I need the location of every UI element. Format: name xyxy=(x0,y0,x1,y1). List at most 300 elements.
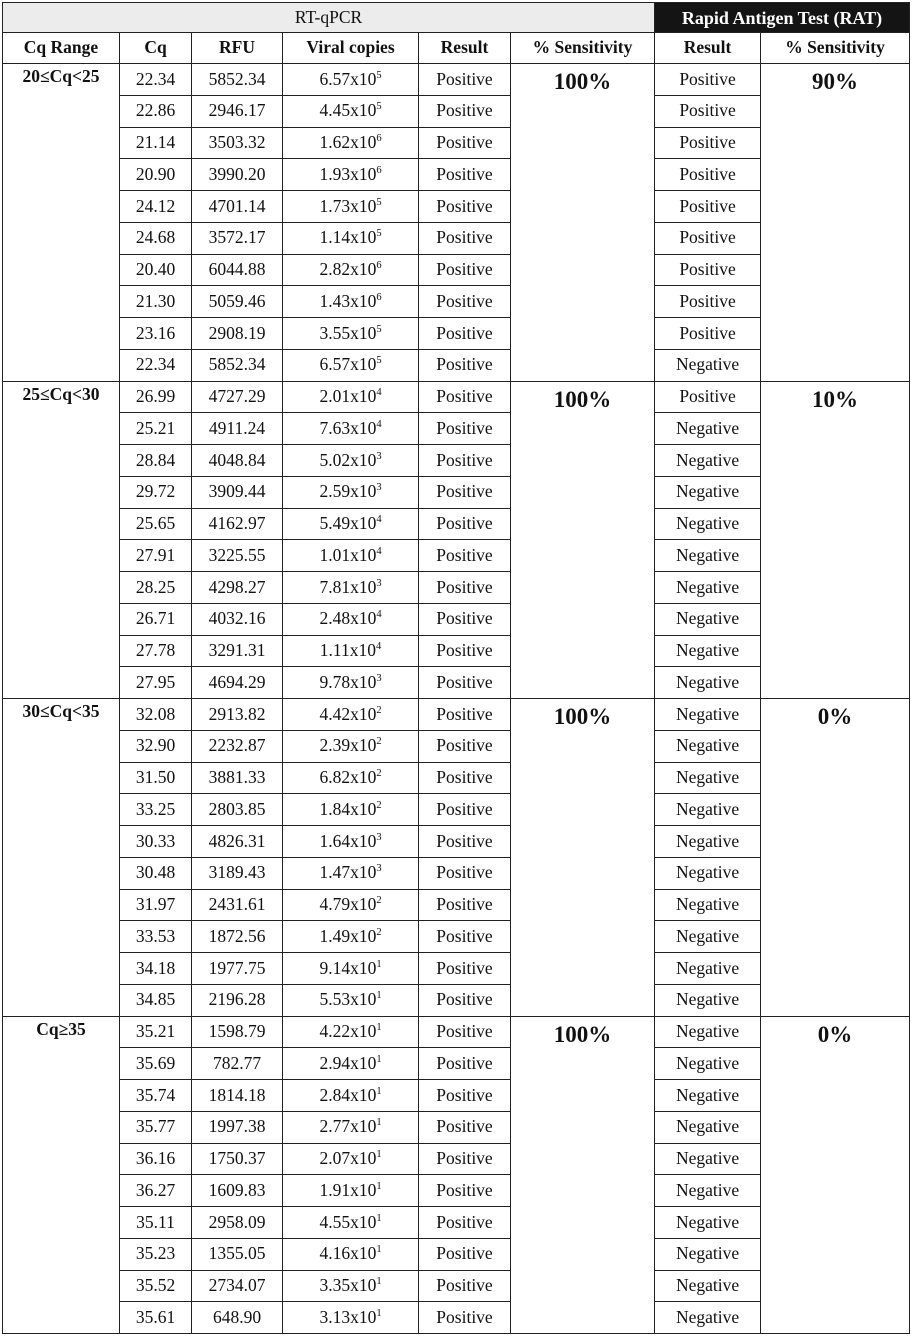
cq-range-cell: Cq≥35 xyxy=(3,1016,120,1334)
viral-copies-cell xyxy=(283,826,419,858)
viral-copies-cell xyxy=(283,1302,419,1334)
cq-cell: 34.85 xyxy=(120,984,192,1016)
rfu-cell: 4162.97 xyxy=(192,508,283,540)
rat-result-cell: Negative xyxy=(655,508,761,540)
rat-result-cell: Positive xyxy=(655,286,761,318)
rfu-cell: 3909.44 xyxy=(192,476,283,508)
rfu-cell: 4694.29 xyxy=(192,667,283,699)
viral-copies-base: 6.57x10 xyxy=(319,354,377,375)
pcr-result-cell: Positive xyxy=(419,1111,511,1143)
viral-copies-exponent: 5 xyxy=(376,101,382,113)
viral-copies-cell xyxy=(283,191,419,223)
pcr-result-cell: Positive xyxy=(419,794,511,826)
viral-copies-base: 1.01x10 xyxy=(319,544,377,565)
cq-cell: 34.18 xyxy=(120,953,192,985)
rat-result-cell: Negative xyxy=(655,1143,761,1175)
viral-copies-cell xyxy=(283,349,419,381)
viral-copies-base: 1.49x10 xyxy=(319,925,377,946)
viral-copies-cell xyxy=(283,540,419,572)
rat-result-cell: Negative xyxy=(655,476,761,508)
rat-result-cell: Negative xyxy=(655,413,761,445)
viral-copies-cell xyxy=(283,1111,419,1143)
rfu-cell: 2913.82 xyxy=(192,699,283,731)
cq-cell: 24.12 xyxy=(120,191,192,223)
rat-result-cell: Negative xyxy=(655,921,761,953)
viral-copies-exponent: 6 xyxy=(376,165,382,177)
pcr-result-cell: Positive xyxy=(419,1238,511,1270)
rfu-cell: 4727.29 xyxy=(192,381,283,413)
pcr-result-cell: Positive xyxy=(419,699,511,731)
viral-copies-base: 5.02x10 xyxy=(319,449,377,470)
viral-copies-base: 2.84x10 xyxy=(319,1084,377,1105)
cq-cell: 25.21 xyxy=(120,413,192,445)
cq-cell: 32.08 xyxy=(120,699,192,731)
pcr-result-cell: Positive xyxy=(419,921,511,953)
cq-cell: 30.48 xyxy=(120,857,192,889)
rfu-cell: 5852.34 xyxy=(192,64,283,96)
col-header-pcr-sensitivity: % Sensitivity xyxy=(511,33,655,64)
rfu-cell: 2803.85 xyxy=(192,794,283,826)
pcr-result-cell: Positive xyxy=(419,476,511,508)
viral-copies-exponent: 3 xyxy=(376,831,382,843)
pcr-result-cell: Positive xyxy=(419,191,511,223)
col-header-pcr-result: Result xyxy=(419,33,511,64)
cq-cell: 35.61 xyxy=(120,1302,192,1334)
cq-cell: 28.84 xyxy=(120,445,192,477)
pcr-result-cell: Positive xyxy=(419,508,511,540)
pcr-result-cell: Positive xyxy=(419,762,511,794)
rfu-cell: 2734.07 xyxy=(192,1270,283,1302)
pcr-result-cell: Positive xyxy=(419,1270,511,1302)
pcr-result-cell: Positive xyxy=(419,381,511,413)
viral-copies-exponent: 2 xyxy=(376,704,382,716)
viral-copies-base: 4.42x10 xyxy=(319,703,377,724)
pcr-result-cell: Positive xyxy=(419,159,511,191)
viral-copies-cell xyxy=(283,286,419,318)
rfu-cell: 1355.05 xyxy=(192,1238,283,1270)
viral-copies-exponent: 4 xyxy=(375,641,382,653)
table-row xyxy=(3,381,910,413)
rfu-cell: 1872.56 xyxy=(192,921,283,953)
cq-range-group xyxy=(3,64,910,382)
rfu-cell: 648.90 xyxy=(192,1302,283,1334)
pcr-result-cell: Positive xyxy=(419,1080,511,1112)
rat-result-cell: Negative xyxy=(655,1175,761,1207)
col-header-cq: Cq xyxy=(120,33,192,64)
col-header-viral-copies: Viral copies xyxy=(283,33,419,64)
rfu-cell: 1598.79 xyxy=(192,1016,283,1048)
rat-result-cell: Negative xyxy=(655,1207,761,1239)
viral-copies-cell xyxy=(283,1080,419,1112)
viral-copies-base: 3.35x10 xyxy=(319,1275,377,1296)
viral-copies-exponent: 1 xyxy=(376,1308,382,1320)
viral-copies-exponent: 5 xyxy=(376,196,382,208)
rat-result-cell: Negative xyxy=(655,730,761,762)
viral-copies-cell xyxy=(283,95,419,127)
viral-copies-exponent: 1 xyxy=(376,1085,382,1097)
cq-cell: 22.86 xyxy=(120,95,192,127)
viral-copies-exponent: 3 xyxy=(376,673,382,685)
viral-copies-base: 1.62x10 xyxy=(319,132,377,153)
viral-copies-cell xyxy=(283,1143,419,1175)
pcr-result-cell: Positive xyxy=(419,413,511,445)
cq-cell: 21.30 xyxy=(120,286,192,318)
rat-result-cell: Positive xyxy=(655,254,761,286)
viral-copies-base: 4.45x10 xyxy=(319,100,377,121)
viral-copies-exponent: 5 xyxy=(376,355,382,367)
col-header-rfu: RFU xyxy=(192,33,283,64)
cq-cell: 27.78 xyxy=(120,635,192,667)
viral-copies-base: 2.48x10 xyxy=(319,608,377,629)
viral-copies-cell xyxy=(283,889,419,921)
viral-copies-cell xyxy=(283,1175,419,1207)
cq-cell: 36.16 xyxy=(120,1143,192,1175)
viral-copies-base: 1.93x10 xyxy=(319,163,377,184)
viral-copies-base: 1.11x10 xyxy=(319,640,376,661)
viral-copies-exponent: 6 xyxy=(376,260,382,272)
rat-result-cell: Positive xyxy=(655,159,761,191)
viral-copies-cell xyxy=(283,953,419,985)
viral-copies-cell xyxy=(283,445,419,477)
viral-copies-base: 1.91x10 xyxy=(319,1179,377,1200)
pcr-result-cell: Positive xyxy=(419,889,511,921)
cq-cell: 21.14 xyxy=(120,127,192,159)
pcr-result-cell: Positive xyxy=(419,95,511,127)
viral-copies-base: 1.73x10 xyxy=(319,195,377,216)
rfu-cell: 3881.33 xyxy=(192,762,283,794)
pcr-sensitivity-cell: 100% xyxy=(511,699,655,1017)
rfu-cell: 1997.38 xyxy=(192,1111,283,1143)
cq-cell: 31.97 xyxy=(120,889,192,921)
table-row xyxy=(3,699,910,731)
rat-result-cell: Positive xyxy=(655,191,761,223)
viral-copies-exponent: 4 xyxy=(376,419,382,431)
viral-copies-cell xyxy=(283,1270,419,1302)
rfu-cell: 782.77 xyxy=(192,1048,283,1080)
cq-cell: 30.33 xyxy=(120,826,192,858)
pcr-result-cell: Positive xyxy=(419,349,511,381)
rat-result-cell: Negative xyxy=(655,445,761,477)
viral-copies-base: 4.55x10 xyxy=(319,1211,377,1232)
cq-cell: 28.25 xyxy=(120,572,192,604)
viral-copies-exponent: 4 xyxy=(376,514,382,526)
rat-sensitivity-cell: 0% xyxy=(761,1016,910,1334)
viral-copies-base: 6.82x10 xyxy=(319,767,377,788)
viral-copies-exponent: 1 xyxy=(376,1054,382,1066)
table-row xyxy=(3,1016,910,1048)
viral-copies-base: 2.82x10 xyxy=(319,259,377,280)
viral-copies-exponent: 2 xyxy=(376,736,382,748)
cq-cell: 23.16 xyxy=(120,318,192,350)
rat-result-cell: Negative xyxy=(655,572,761,604)
rat-result-cell: Positive xyxy=(655,127,761,159)
rat-title: Rapid Antigen Test (RAT) xyxy=(655,3,910,33)
viral-copies-exponent: 6 xyxy=(376,292,382,304)
rat-result-cell: Negative xyxy=(655,889,761,921)
viral-copies-cell xyxy=(283,635,419,667)
rfu-cell: 3225.55 xyxy=(192,540,283,572)
viral-copies-exponent: 2 xyxy=(376,895,382,907)
viral-copies-base: 4.16x10 xyxy=(319,1243,377,1264)
rfu-cell: 5059.46 xyxy=(192,286,283,318)
viral-copies-base: 2.77x10 xyxy=(319,1116,377,1137)
viral-copies-exponent: 3 xyxy=(376,450,382,462)
viral-copies-exponent: 3 xyxy=(376,863,382,875)
cq-cell: 35.23 xyxy=(120,1238,192,1270)
viral-copies-base: 7.81x10 xyxy=(319,576,377,597)
cq-cell: 35.52 xyxy=(120,1270,192,1302)
rat-sensitivity-cell: 90% xyxy=(761,64,910,382)
viral-copies-cell xyxy=(283,159,419,191)
viral-copies-cell xyxy=(283,1016,419,1048)
pcr-result-cell: Positive xyxy=(419,127,511,159)
pcr-result-cell: Positive xyxy=(419,826,511,858)
rat-result-cell: Negative xyxy=(655,857,761,889)
pcr-result-cell: Positive xyxy=(419,1175,511,1207)
col-header-cq-range: Cq Range xyxy=(3,33,120,64)
cq-range-group xyxy=(3,1016,910,1334)
viral-copies-base: 9.78x10 xyxy=(319,671,377,692)
rfu-cell: 3503.32 xyxy=(192,127,283,159)
pcr-sensitivity-cell: 100% xyxy=(511,1016,655,1334)
viral-copies-cell xyxy=(283,127,419,159)
title-row xyxy=(3,3,910,33)
rfu-cell: 4032.16 xyxy=(192,603,283,635)
viral-copies-cell xyxy=(283,1238,419,1270)
viral-copies-base: 6.57x10 xyxy=(319,68,377,89)
rfu-cell: 4826.31 xyxy=(192,826,283,858)
viral-copies-cell xyxy=(283,730,419,762)
viral-copies-base: 2.39x10 xyxy=(319,735,377,756)
viral-copies-base: 3.13x10 xyxy=(319,1306,377,1327)
cq-cell: 35.69 xyxy=(120,1048,192,1080)
cq-cell: 22.34 xyxy=(120,64,192,96)
cq-cell: 36.27 xyxy=(120,1175,192,1207)
rat-result-cell: Negative xyxy=(655,699,761,731)
table-row xyxy=(3,64,910,96)
viral-copies-cell xyxy=(283,984,419,1016)
rat-result-cell: Positive xyxy=(655,381,761,413)
viral-copies-base: 2.07x10 xyxy=(319,1148,377,1169)
cq-cell: 22.34 xyxy=(120,349,192,381)
rat-result-cell: Negative xyxy=(655,953,761,985)
cq-cell: 35.11 xyxy=(120,1207,192,1239)
viral-copies-cell xyxy=(283,508,419,540)
rat-result-cell: Negative xyxy=(655,1080,761,1112)
rat-result-cell: Negative xyxy=(655,1048,761,1080)
rfu-cell: 2431.61 xyxy=(192,889,283,921)
viral-copies-cell xyxy=(283,254,419,286)
rat-result-cell: Negative xyxy=(655,1016,761,1048)
rfu-cell: 4048.84 xyxy=(192,445,283,477)
viral-copies-base: 4.79x10 xyxy=(319,894,377,915)
viral-copies-exponent: 5 xyxy=(376,69,382,81)
rat-result-cell: Negative xyxy=(655,1270,761,1302)
viral-copies-cell xyxy=(283,318,419,350)
rfu-cell: 3990.20 xyxy=(192,159,283,191)
cq-cell: 20.40 xyxy=(120,254,192,286)
viral-copies-base: 2.94x10 xyxy=(319,1052,377,1073)
rfu-cell: 2908.19 xyxy=(192,318,283,350)
viral-copies-base: 2.59x10 xyxy=(319,481,377,502)
viral-copies-exponent: 1 xyxy=(376,1244,382,1256)
rat-result-cell: Negative xyxy=(655,349,761,381)
viral-copies-exponent: 1 xyxy=(376,1212,382,1224)
viral-copies-cell xyxy=(283,603,419,635)
pcr-result-cell: Positive xyxy=(419,667,511,699)
column-header-row xyxy=(3,33,910,64)
viral-copies-exponent: 1 xyxy=(376,1022,382,1034)
pcr-result-cell: Positive xyxy=(419,603,511,635)
pcr-result-cell: Positive xyxy=(419,222,511,254)
rfu-cell: 3189.43 xyxy=(192,857,283,889)
cq-cell: 35.21 xyxy=(120,1016,192,1048)
rfu-cell: 2232.87 xyxy=(192,730,283,762)
viral-copies-base: 1.47x10 xyxy=(319,862,377,883)
rat-result-cell: Negative xyxy=(655,984,761,1016)
viral-copies-exponent: 1 xyxy=(376,990,382,1002)
pcr-result-cell: Positive xyxy=(419,635,511,667)
viral-copies-exponent: 3 xyxy=(376,482,382,494)
pcr-result-cell: Positive xyxy=(419,730,511,762)
cq-cell: 27.91 xyxy=(120,540,192,572)
rat-sensitivity-cell: 0% xyxy=(761,699,910,1017)
cq-cell: 35.77 xyxy=(120,1111,192,1143)
viral-copies-exponent: 5 xyxy=(376,323,382,335)
cq-range-cell: 25≤Cq<30 xyxy=(3,381,120,699)
rfu-cell: 3572.17 xyxy=(192,222,283,254)
cq-cell: 24.68 xyxy=(120,222,192,254)
viral-copies-cell xyxy=(283,857,419,889)
viral-copies-cell xyxy=(283,381,419,413)
rat-result-cell: Negative xyxy=(655,667,761,699)
rfu-cell: 1609.83 xyxy=(192,1175,283,1207)
rat-result-cell: Negative xyxy=(655,1238,761,1270)
cq-cell: 26.71 xyxy=(120,603,192,635)
pcr-result-cell: Positive xyxy=(419,540,511,572)
rfu-cell: 1977.75 xyxy=(192,953,283,985)
pcr-result-cell: Positive xyxy=(419,857,511,889)
viral-copies-exponent: 1 xyxy=(376,1181,382,1193)
results-table xyxy=(2,2,910,1334)
viral-copies-exponent: 1 xyxy=(376,958,382,970)
rfu-cell: 2958.09 xyxy=(192,1207,283,1239)
viral-copies-exponent: 2 xyxy=(376,927,382,939)
rfu-cell: 4298.27 xyxy=(192,572,283,604)
cq-cell: 32.90 xyxy=(120,730,192,762)
rat-result-cell: Negative xyxy=(655,635,761,667)
viral-copies-base: 1.84x10 xyxy=(319,798,377,819)
rfu-cell: 2946.17 xyxy=(192,95,283,127)
cq-cell: 25.65 xyxy=(120,508,192,540)
viral-copies-exponent: 4 xyxy=(376,609,382,621)
rfu-cell: 5852.34 xyxy=(192,349,283,381)
viral-copies-cell xyxy=(283,222,419,254)
viral-copies-cell xyxy=(283,476,419,508)
cq-cell: 31.50 xyxy=(120,762,192,794)
rat-result-cell: Positive xyxy=(655,95,761,127)
cq-range-group xyxy=(3,381,910,699)
rat-result-cell: Negative xyxy=(655,1111,761,1143)
rfu-cell: 4701.14 xyxy=(192,191,283,223)
cq-range-cell: 30≤Cq<35 xyxy=(3,699,120,1017)
cq-range-group xyxy=(3,699,910,1017)
viral-copies-exponent: 4 xyxy=(376,546,382,558)
pcr-result-cell: Positive xyxy=(419,1143,511,1175)
pcr-result-cell: Positive xyxy=(419,286,511,318)
rat-result-cell: Negative xyxy=(655,540,761,572)
cq-cell: 33.25 xyxy=(120,794,192,826)
col-header-rat-result: Result xyxy=(655,33,761,64)
pcr-result-cell: Positive xyxy=(419,984,511,1016)
viral-copies-cell xyxy=(283,921,419,953)
viral-copies-cell xyxy=(283,572,419,604)
viral-copies-base: 1.64x10 xyxy=(319,830,377,851)
viral-copies-exponent: 1 xyxy=(376,1117,382,1129)
viral-copies-cell xyxy=(283,413,419,445)
rat-result-cell: Negative xyxy=(655,603,761,635)
viral-copies-cell xyxy=(283,667,419,699)
viral-copies-cell xyxy=(283,762,419,794)
pcr-result-cell: Positive xyxy=(419,254,511,286)
rat-result-cell: Negative xyxy=(655,826,761,858)
rat-result-cell: Positive xyxy=(655,222,761,254)
viral-copies-exponent: 6 xyxy=(376,133,382,145)
rat-sensitivity-cell: 10% xyxy=(761,381,910,699)
rfu-cell: 2196.28 xyxy=(192,984,283,1016)
viral-copies-base: 1.43x10 xyxy=(319,290,377,311)
viral-copies-base: 4.22x10 xyxy=(319,1021,377,1042)
cq-cell: 26.99 xyxy=(120,381,192,413)
viral-copies-exponent: 2 xyxy=(376,768,382,780)
viral-copies-cell xyxy=(283,1207,419,1239)
viral-copies-cell xyxy=(283,64,419,96)
viral-copies-base: 1.14x10 xyxy=(319,227,377,248)
viral-copies-exponent: 3 xyxy=(376,577,382,589)
pcr-result-cell: Positive xyxy=(419,1048,511,1080)
cq-cell: 27.95 xyxy=(120,667,192,699)
viral-copies-exponent: 2 xyxy=(376,800,382,812)
pcr-result-cell: Positive xyxy=(419,64,511,96)
pcr-result-cell: Positive xyxy=(419,572,511,604)
pcr-result-cell: Positive xyxy=(419,318,511,350)
viral-copies-base: 7.63x10 xyxy=(319,417,377,438)
pcr-sensitivity-cell: 100% xyxy=(511,381,655,699)
viral-copies-base: 5.53x10 xyxy=(319,989,377,1010)
rat-result-cell: Negative xyxy=(655,794,761,826)
viral-copies-exponent: 5 xyxy=(376,228,382,240)
cq-range-cell: 20≤Cq<25 xyxy=(3,64,120,382)
rfu-cell: 1814.18 xyxy=(192,1080,283,1112)
viral-copies-exponent: 1 xyxy=(376,1149,382,1161)
cq-cell: 35.74 xyxy=(120,1080,192,1112)
pcr-result-cell: Positive xyxy=(419,953,511,985)
viral-copies-exponent: 1 xyxy=(376,1276,382,1288)
viral-copies-base: 3.55x10 xyxy=(319,322,377,343)
viral-copies-base: 5.49x10 xyxy=(319,513,377,534)
viral-copies-base: 9.14x10 xyxy=(319,957,377,978)
rat-result-cell: Negative xyxy=(655,1302,761,1334)
viral-copies-cell xyxy=(283,1048,419,1080)
rfu-cell: 6044.88 xyxy=(192,254,283,286)
rtqpcr-title: RT-qPCR xyxy=(3,3,655,33)
cq-cell: 20.90 xyxy=(120,159,192,191)
rat-result-cell: Negative xyxy=(655,762,761,794)
cq-cell: 29.72 xyxy=(120,476,192,508)
rat-result-cell: Positive xyxy=(655,64,761,96)
pcr-result-cell: Positive xyxy=(419,1016,511,1048)
pcr-result-cell: Positive xyxy=(419,1302,511,1334)
